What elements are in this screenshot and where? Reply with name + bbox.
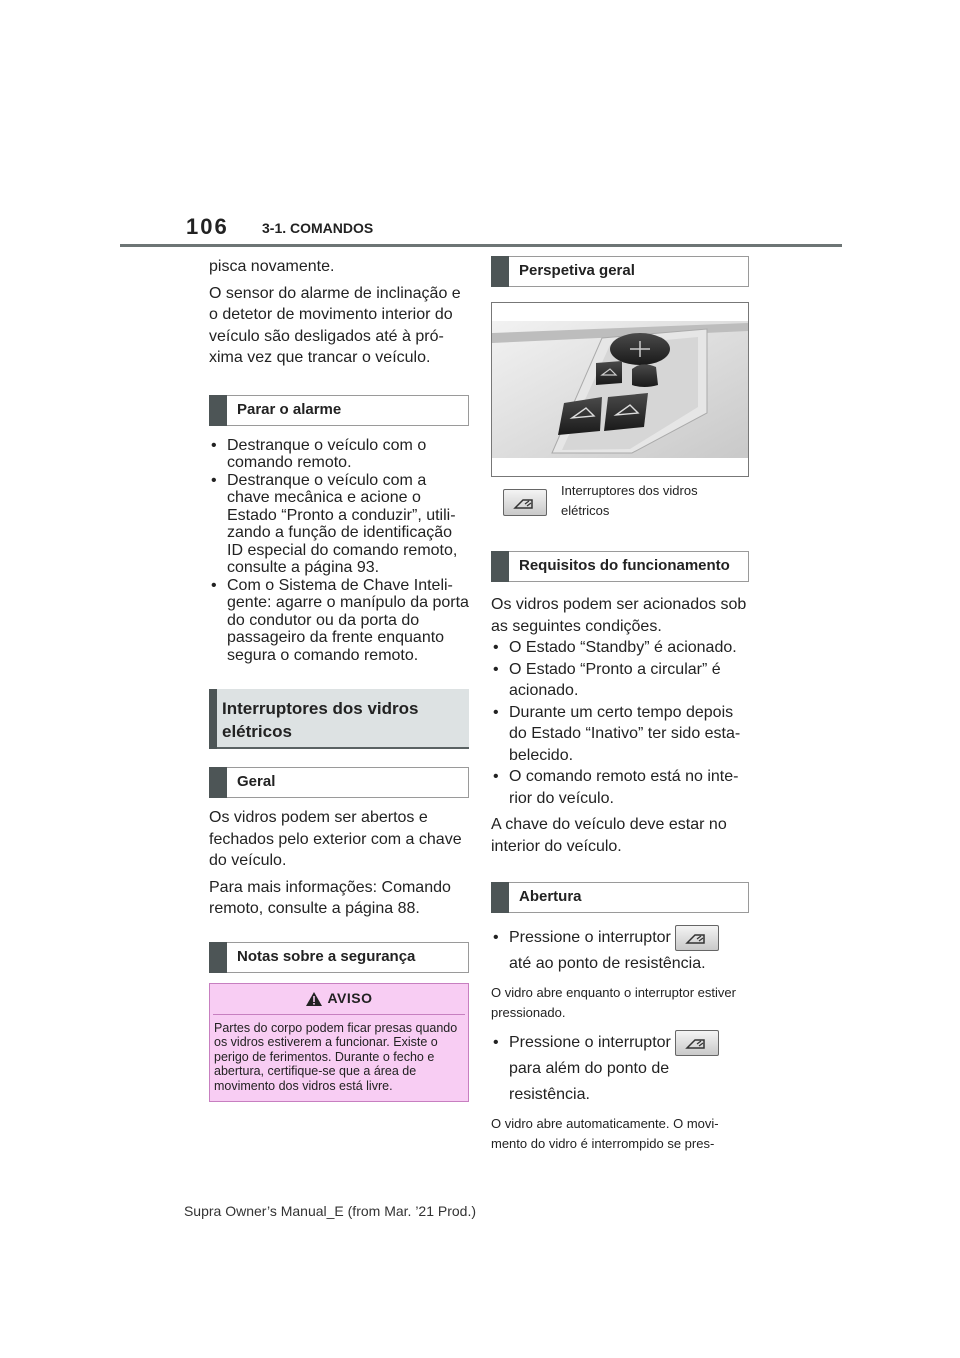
chapter-title: 3-1. COMANDOS bbox=[262, 220, 374, 236]
stop-alarm-heading: Parar o alarme bbox=[209, 395, 469, 426]
requirements-list bbox=[491, 637, 749, 809]
list-item: • Com o Sistema de Chave Inteli- gente: agarre o manípulo da porta do condutor ou da porta do passageiro da frente enquanto segura o comando remoto. bbox=[209, 577, 469, 665]
warning-text: Partes do corpo podem ficar presas quando os vidros estiverem a funcionar. Existe o perigo de ferimentos. Durante o fecho e abertura, certifique-se que a área de movimento dos vidros está livre. bbox=[214, 1020, 458, 1093]
requirements-paragraph-2: A chave do veículo deve estar no interior do veículo. bbox=[491, 816, 727, 855]
warning-box bbox=[209, 983, 469, 1103]
windows-section-heading: Interruptores dos vidros elétricos bbox=[209, 689, 469, 749]
general-paragraph-1: Os vidros podem ser abertos e fechados pelo exterior com a chave do veículo. bbox=[209, 809, 462, 869]
general-heading: Geral bbox=[209, 767, 469, 798]
list-item: • O Estado “Pronto a circular” é acionado. bbox=[491, 659, 749, 702]
opening-note-2: O vidro abre automaticamente. O movi- mento do vidro é interrompido se pres- bbox=[491, 1116, 719, 1152]
list-item: • Destranque o veículo com o comando remoto. bbox=[209, 437, 469, 472]
warning-triangle-icon bbox=[305, 991, 323, 1007]
list-item: • Durante um certo tempo depois do Estado “Inativo” ter sido esta- belecido. bbox=[491, 702, 749, 767]
window-switches-photo bbox=[491, 302, 749, 477]
photo-legend bbox=[491, 477, 749, 529]
window-switch-icon bbox=[503, 489, 547, 516]
opening-heading: Abertura bbox=[491, 882, 749, 913]
footer-text: Supra Owner’s Manual_E (from Mar. ’21 Prod.) bbox=[183, 1203, 477, 1219]
opening-step-2: • Pressione o interruptor para além do ponto de resistência. bbox=[491, 1030, 749, 1108]
list-item: • O Estado “Standby” é acionado. bbox=[491, 637, 749, 659]
warning-title: AVISO bbox=[327, 989, 373, 1006]
legend-text: Interruptores dos vidros elétricos bbox=[561, 483, 698, 518]
list-item: • Destranque o veículo com a chave mecânica e acione o Estado “Pronto a conduzir”, utili- zando a função de identificação ID especial do comando remoto, consulte a página 93. bbox=[209, 472, 469, 577]
window-switch-icon bbox=[675, 1030, 719, 1056]
stop-alarm-list bbox=[209, 437, 469, 665]
intro-line-1: pisca novamente. bbox=[209, 258, 335, 275]
list-item: • O comando remoto está no inte- rior do veículo. bbox=[491, 766, 749, 809]
right-column bbox=[491, 256, 749, 1154]
window-switch-icon bbox=[675, 925, 719, 951]
page-number: 106 bbox=[186, 214, 229, 239]
left-column bbox=[209, 256, 469, 1102]
overview-heading: Perspetiva geral bbox=[491, 256, 749, 287]
requirements-heading: Requisitos do funcionamento bbox=[491, 551, 749, 582]
header-rule bbox=[120, 244, 842, 247]
intro-line-2: O sensor do alarme de inclinação e o detetor de movimento interior do veículo são desligados até à pró- xima vez que trancar o veículo. bbox=[209, 284, 461, 366]
opening-note-1: O vidro abre enquanto o interruptor estiver pressionado. bbox=[491, 985, 736, 1021]
general-paragraph-2: Para mais informações: Comando remoto, consulte a página 88. bbox=[209, 878, 451, 917]
opening-step-1: • Pressione o interruptor até ao ponto de resistência. bbox=[491, 925, 749, 977]
safety-heading: Notas sobre a segurança bbox=[209, 942, 469, 973]
requirements-paragraph-1: Os vidros podem ser acionados sob as seguintes condições. bbox=[491, 596, 747, 635]
